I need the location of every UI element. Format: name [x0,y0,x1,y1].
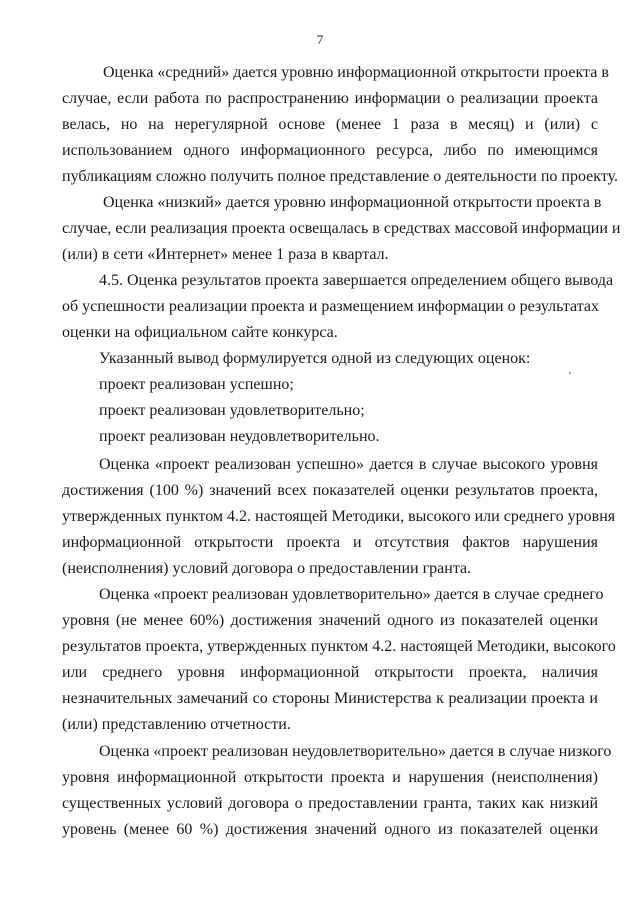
list-item: проект реализован успешно; [99,376,294,393]
text-line: результатов проекта, утвержденных пунктом 4.2. настоящей Методики, высокого [62,638,616,655]
text-line: случае, если работа по распространению информации о реализации проекта [62,90,598,107]
list-item: проект реализован неудовлетворительно. [99,428,380,445]
text-line: Оценка «низкий» дается уровню информационной открытости проекта в [103,194,602,211]
text-line: незначительных замечаний со стороны Министерства к реализации проекта и [62,690,598,707]
text-line: (или) представлению отчетности. [62,716,291,733]
text-line: уровня (не менее 60%) достижения значений одного из показателей оценки [62,612,598,629]
page-number: 7 [316,32,324,47]
list-item: проект реализован удовлетворительно; [99,402,365,419]
text-line: велась, но на нерегулярной основе (менее 1 раза в месяц) и (или) с [62,116,598,133]
text-line: оценки на официальном сайте конкурса. [62,324,338,341]
text-line: случае, если реализация проекта освещалась в средствах массовой информации и [62,220,621,237]
text-line: Оценка «проект реализован неудовлетворительно» дается в случае низкого [99,743,612,760]
text-line: (неисполнения) условий договора о предоставлении гранта. [62,560,472,577]
text-line: Оценка «средний» дается уровню информационной открытости проекта в [103,64,609,81]
text-line: об успешности реализации проекта и размещением информации о результатах [62,298,599,315]
text-line: Оценка «проект реализован удовлетворительно» дается в случае среднего [99,586,604,603]
text-line: Указанный вывод формулируется одной из следующих оценок: [99,350,531,367]
text-line: или среднего уровня информационной открытости проекта, наличия [62,664,598,681]
text-line: информационной открытости проекта и отсутствия фактов нарушения [62,534,598,551]
text-line: утвержденных пунктом 4.2. настоящей Методики, высокого или среднего уровня [62,508,616,525]
text-line: 4.5. Оценка результатов проекта завершается определением общего вывода [99,272,614,289]
text-line: публикациям сложно получить полное представление о деятельности по проекту. [62,168,619,185]
text-line: (или) в сети «Интернет» менее 1 раза в квартал. [62,246,389,263]
text-line: использованием одного информационного ресурса, либо по имеющимся [62,142,598,159]
text-line: существенных условий договора о предоставлении гранта, таких как низкий [62,795,598,812]
text-line: уровня информационной открытости проекта и нарушения (неисполнения) [62,769,598,786]
text-line: уровень (менее 60 %) достижения значений одного из показателей оценки [62,821,598,838]
scan-speck [569,372,571,374]
text-line: достижения (100 %) значений всех показателей оценки результатов проекта, [62,482,598,499]
text-line: Оценка «проект реализован успешно» дается в случае высокого уровня [99,456,598,473]
